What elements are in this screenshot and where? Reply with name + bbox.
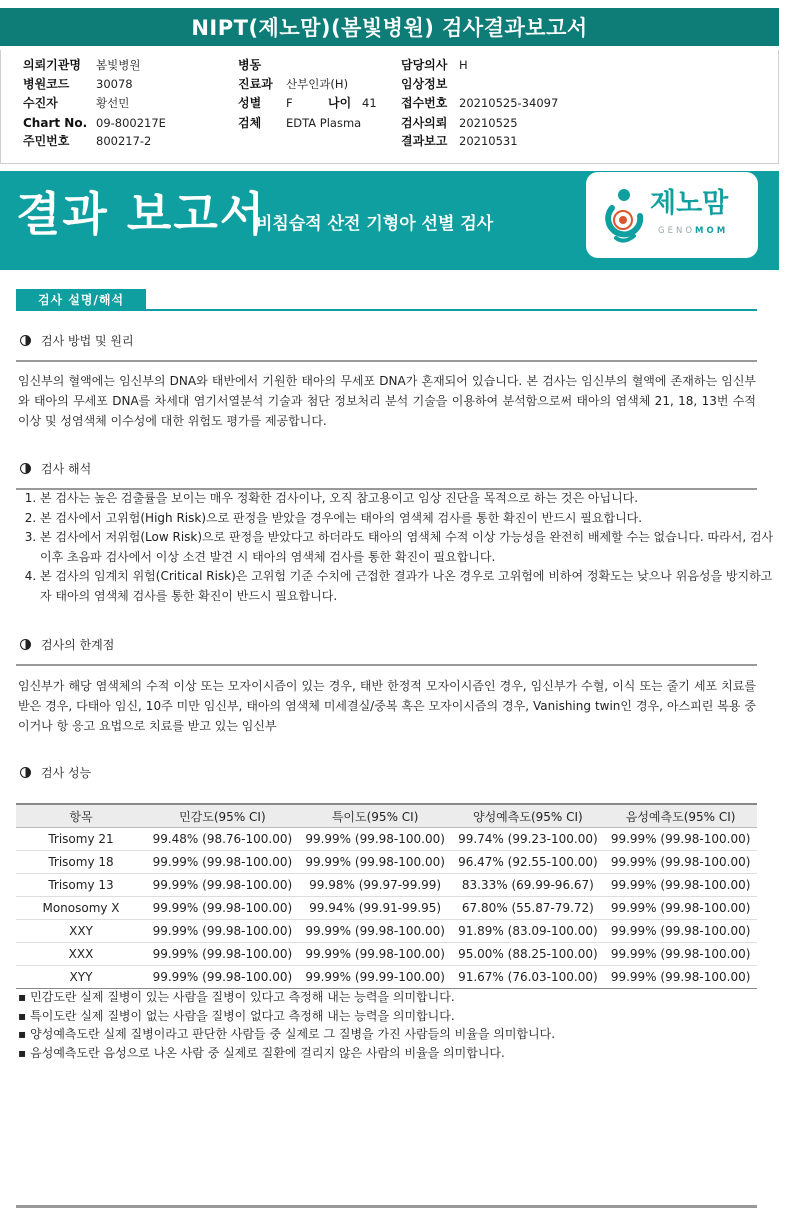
table-cell: 99.99% (99.98-100.00) — [604, 966, 757, 989]
interpretation-heading: 검사 해석 — [20, 461, 91, 477]
table-cell: 67.80% (55.87-79.72) — [452, 897, 605, 920]
clinical-label: 임상정보 — [401, 77, 448, 91]
table-cell: 83.33% (69.99-96.67) — [452, 874, 605, 897]
table-cell: 99.99% (99.98-100.00) — [604, 851, 757, 874]
note-item: ▪ 특이도란 실제 질병이 없는 사람을 질병이 없다고 측정해 내는 능력을 의미합니다. — [18, 1007, 555, 1026]
institution-label: 의뢰기관명 — [23, 58, 81, 72]
footer-divider — [16, 1205, 757, 1208]
table-row — [16, 874, 757, 897]
chart-label: Chart No. — [23, 116, 88, 130]
id-value: 800217-2 — [96, 134, 152, 148]
column-header: 양성예측도(95% CI) — [452, 804, 605, 828]
table-cell: Trisomy 18 — [16, 851, 146, 874]
specimen-label: 검체 — [238, 116, 262, 130]
column-header: 특이도(95% CI) — [299, 804, 452, 828]
report-label: 결과보고 — [401, 134, 448, 148]
sex-value: F — [286, 96, 293, 110]
logo-brand-text: 제노맘 — [650, 188, 729, 219]
table-cell: 96.47% (92.55-100.00) — [452, 851, 605, 874]
column-header: 음성예측도(95% CI) — [604, 804, 757, 828]
report-title: NIPT(제노맘)(봄빛병원) 검사결과보고서 — [0, 8, 779, 46]
chart-value: 09-800217E — [96, 116, 166, 130]
request-value: 20210525 — [459, 116, 518, 130]
table-cell: 99.99% (99.98-100.00) — [604, 874, 757, 897]
performance-heading: 검사 성능 — [20, 765, 91, 781]
note-item: ▪ 민감도란 실제 질병이 있는 사람을 질병이 있다고 측정해 내는 능력을 의미합니다. — [18, 988, 555, 1007]
table-cell: 99.99% (99.98-100.00) — [146, 966, 299, 989]
table-cell: Trisomy 21 — [16, 828, 146, 851]
doctor-label: 담당의사 — [401, 58, 448, 72]
genomom-logo — [586, 172, 758, 258]
table-cell: 99.99% (99.98-100.00) — [146, 943, 299, 966]
table-cell: 99.99% (99.98-100.00) — [299, 851, 452, 874]
method-text: 임신부의 혈액에는 임신부의 DNA와 태반에서 기원한 태아의 무세포 DNA가 혼재되어 있습니다. 본 검사는 임신부의 혈액에 존재하는 임신부와 태아의 무세포 DNA를 차세대 염기서열분석 기술과 첨단 정보처리 분석 기술을 이용하여 분석함으로써 태아의 염색체 21, 18, 13번 수적 이상 및 성염색체 이수성에 대한 위험도 평가를 제공합니다. — [18, 374, 756, 428]
half-circle-icon — [20, 639, 31, 650]
list-item: 2. 본 검사에서 고위험(High Risk)으로 판정을 받았을 경우에는 태아의 염색체 검사를 통한 확진이 반드시 필요합니다. — [40, 509, 775, 529]
list-item: 4. 본 검사의 임계치 위험(Critical Risk)은 고위험 기준 수치에 근접한 결과가 나온 경우로 고위험에 비하여 정확도는 낮으나 위음성을 방지하고자 태아의 염색체 검사를 통한 확진이 반드시 필요합니다. — [40, 567, 775, 606]
table-row — [16, 828, 757, 851]
table-cell: 99.99% (99.98-100.00) — [299, 920, 452, 943]
note-item: ▪ 음성예측도란 음성으로 나온 사람 중 실제로 질환에 걸리지 않은 사람의 비율을 의미합니다. — [18, 1044, 555, 1063]
hospital-code-value: 30078 — [96, 77, 133, 91]
table-cell: Trisomy 13 — [16, 874, 146, 897]
request-label: 검사의뢰 — [401, 116, 448, 130]
table-cell: 99.99% (99.98-100.00) — [299, 943, 452, 966]
dept-label: 진료과 — [238, 77, 273, 91]
banner-title: 결과 보고서 — [16, 187, 267, 241]
specimen-value: EDTA Plasma — [286, 116, 362, 130]
age-label: 나이 — [328, 96, 352, 110]
patient-name: 황선민 — [96, 96, 130, 110]
table-cell: 99.99% (99.98-100.00) — [604, 943, 757, 966]
list-item: 3. 본 검사에서 저위험(Low Risk)으로 판정을 받았다고 하더라도 태아의 염색체 수적 이상 가능성을 완전히 배제할 수는 없습니다. 따라서, 검사 이후 초음파 검사에서 이상 소견 발견 시 태아의 염색체 검사를 통한 확진이 필요합니다. — [40, 528, 775, 567]
sex-label: 성별 — [238, 96, 262, 110]
table-cell: XXX — [16, 943, 146, 966]
limitations-divider — [16, 664, 757, 666]
table-cell: 99.94% (99.91-99.95) — [299, 897, 452, 920]
column-header: 민감도(95% CI) — [146, 804, 299, 828]
table-cell: 99.99% (99.98-100.00) — [146, 920, 299, 943]
half-circle-icon — [20, 767, 31, 778]
table-cell: 99.98% (99.97-99.99) — [299, 874, 452, 897]
interpretation-list — [22, 489, 775, 606]
banner-subtitle: 비침습적 산전 기형아 선별 검사 — [256, 214, 494, 234]
list-item: 1. 본 검사는 높은 검출률을 보이는 매우 정확한 검사이나, 오직 참고용이고 임상 진단을 목적으로 하는 것은 아닙니다. — [40, 489, 775, 509]
table-header-row — [16, 804, 757, 828]
table-cell: 99.48% (98.76-100.00) — [146, 828, 299, 851]
section-divider — [16, 309, 757, 311]
dept-value: 산부인과(H) — [286, 77, 349, 91]
table-cell: 95.00% (88.25-100.00) — [452, 943, 605, 966]
table-cell: 99.99% (99.99-100.00) — [299, 966, 452, 989]
patient-info-panel — [0, 50, 779, 164]
id-label: 주민번호 — [23, 134, 70, 148]
half-circle-icon — [20, 463, 31, 474]
patient-label: 수진자 — [23, 96, 58, 110]
table-cell: XYY — [16, 966, 146, 989]
table-cell: 91.89% (83.09-100.00) — [452, 920, 605, 943]
performance-table — [16, 803, 757, 989]
table-cell: 99.99% (99.98-100.00) — [604, 828, 757, 851]
mother-baby-icon — [598, 186, 650, 244]
section-tab: 검사 설명/해석 — [16, 289, 146, 310]
table-row — [16, 920, 757, 943]
table-row — [16, 897, 757, 920]
ward-label: 병동 — [238, 58, 262, 72]
age-value: 41 — [362, 96, 377, 110]
method-divider — [16, 360, 757, 362]
doctor-value: H — [459, 58, 468, 72]
table-cell: 99.74% (99.23-100.00) — [452, 828, 605, 851]
institution-value: 봄빛병원 — [96, 58, 141, 72]
table-row — [16, 966, 757, 989]
limitations-heading: 검사의 한계점 — [20, 637, 114, 653]
table-cell: 99.99% (99.98-100.00) — [604, 920, 757, 943]
half-circle-icon — [20, 335, 31, 346]
limitations-text: 임신부가 해당 염색체의 수적 이상 또는 모자이시즘이 있는 경우, 태반 한정적 모자이시즘인 경우, 임신부가 수혈, 이식 또는 줄기 세포 치료를 받은 경우, 다태아 임신, 10주 미만 임신부, 태아의 염색체 미세결실/중복 혹은 모자이시즘의 경우, Vanishing twin인 경우, 아스피린 복용 중이거나 항 응고 요법으로 치료를 받고 있는 임신부 — [18, 679, 756, 733]
table-cell: 99.99% (99.98-100.00) — [299, 828, 452, 851]
definition-notes — [18, 988, 555, 1062]
table-cell: 99.99% (99.98-100.00) — [146, 897, 299, 920]
table-cell: XXY — [16, 920, 146, 943]
table-row — [16, 943, 757, 966]
table-row — [16, 851, 757, 874]
accession-label: 접수번호 — [401, 96, 448, 110]
accession-value: 20210525-34097 — [459, 96, 559, 110]
column-header: 항목 — [16, 804, 146, 828]
table-cell: Monosomy X — [16, 897, 146, 920]
table-cell: 99.99% (99.98-100.00) — [146, 874, 299, 897]
table-cell: 99.99% (99.98-100.00) — [146, 851, 299, 874]
table-cell: 91.67% (76.03-100.00) — [452, 966, 605, 989]
logo-english-text: GENOMOM — [658, 226, 729, 236]
note-item: ▪ 양성예측도란 실제 질병이라고 판단한 사람들 중 실제로 그 질병을 가진 사람들의 비율을 의미합니다. — [18, 1025, 555, 1044]
table-cell: 99.99% (99.98-100.00) — [604, 897, 757, 920]
hospital-code-label: 병원코드 — [23, 77, 70, 91]
report-value: 20210531 — [459, 134, 518, 148]
method-heading: 검사 방법 및 원리 — [20, 333, 134, 349]
